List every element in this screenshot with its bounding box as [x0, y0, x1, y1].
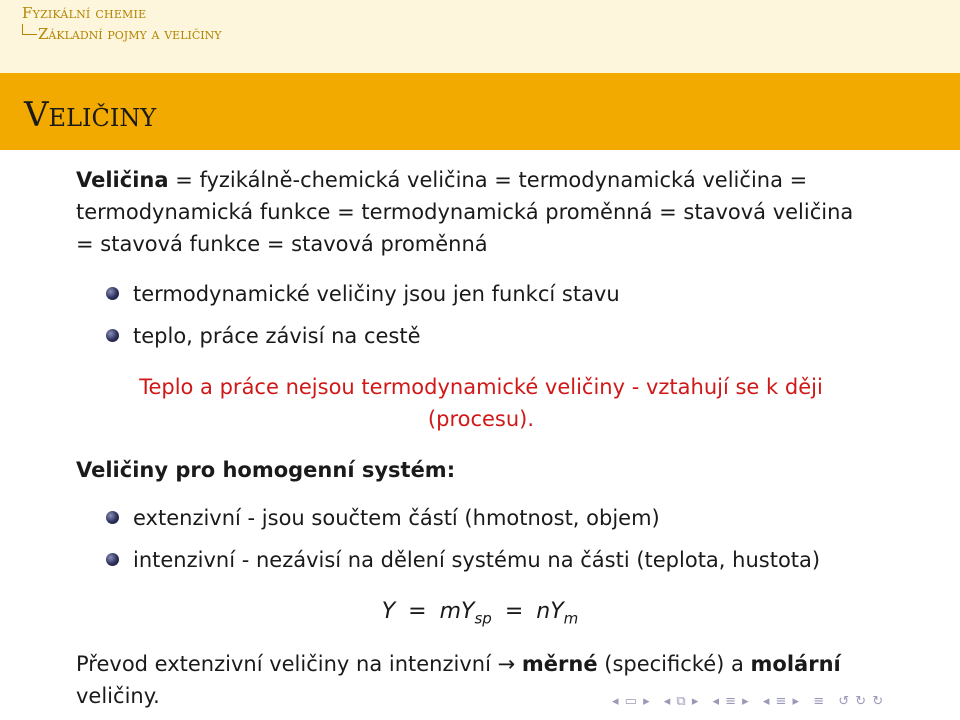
- list-item: [106, 279, 620, 309]
- frame-title-bar: [0, 73, 960, 150]
- list-item-label: extenzivní - jsou součtem částí (hmotnost, objem): [133, 506, 660, 530]
- headline-subsection[interactable]: Základní pojmy a veličiny: [38, 25, 222, 43]
- headline-bar: [0, 0, 960, 73]
- bullet-icon: [106, 287, 119, 300]
- bullet-icon: [106, 329, 119, 342]
- homogeneous-heading: [76, 454, 876, 486]
- formula-n-term: nY: [536, 599, 564, 624]
- conversion-part3: veličiny.: [76, 684, 160, 708]
- definition-line1: = fyzikálně-chemická veličina = termodynamická veličina =: [168, 168, 808, 192]
- definition-term: Veličina: [76, 168, 169, 192]
- conversion-bold2: molární: [750, 652, 841, 676]
- nav-frame-icon[interactable]: ◂ ▭ ▸: [612, 694, 651, 709]
- alert-note-line2: (procesu).: [427, 407, 535, 431]
- conversion-bold1: měrné: [521, 652, 598, 676]
- formula: [0, 597, 960, 633]
- formula-equals: =: [408, 599, 427, 624]
- nav-outline-icon[interactable]: ≡: [813, 694, 826, 709]
- formula-equals: =: [504, 599, 524, 624]
- homogeneous-heading-text: Veličiny pro homogenní systém:: [76, 458, 456, 482]
- bullet-icon: [106, 553, 119, 566]
- formula-n-sub: m: [563, 609, 579, 628]
- list-item-label: intenzivní - nezávisí na dělení systému na části (teplota, hustota): [133, 548, 821, 572]
- list-item-label: teplo, práce závisí na cestě: [133, 324, 421, 348]
- conversion-part1: Převod extenzivní veličiny na intenzivní: [76, 652, 498, 676]
- beamer-navigation: [612, 694, 892, 709]
- headline-section[interactable]: Fyzikální chemie: [22, 4, 147, 22]
- nav-subsection-icon[interactable]: ◂ ⧉ ▸: [663, 694, 700, 709]
- definition-line3: = stavová funkce = stavová proměnná: [76, 232, 488, 256]
- nav-section-icon[interactable]: ◂ ≡ ▸: [712, 694, 750, 709]
- definition-paragraph: [76, 164, 876, 260]
- nav-part-icon[interactable]: ◂ ≡ ▸: [762, 694, 801, 709]
- list-item: [106, 545, 820, 575]
- formula-m-term: mY: [439, 599, 475, 624]
- alert-note-line1: Teplo a práce nejsou termodynamické veličiny - vztahují se k ději: [139, 375, 823, 399]
- arrow-icon: →: [497, 652, 516, 676]
- bullet-icon: [106, 511, 119, 524]
- formula-m-sub: sp: [474, 609, 492, 628]
- alert-note: [76, 371, 886, 435]
- list-item: [106, 503, 660, 533]
- list-item-label: termodynamické veličiny jsou jen funkcí stavu: [133, 282, 620, 306]
- formula-lhs: Y: [381, 599, 396, 624]
- conversion-part2: (specifické) a: [597, 652, 751, 676]
- frame-title: Veličiny: [24, 95, 157, 135]
- definition-line2: termodynamická funkce = termodynamická proměnná = stavová veličina: [76, 200, 854, 224]
- list-item: [106, 321, 421, 351]
- subsection-connector-icon: [22, 24, 37, 35]
- nav-search-icon[interactable]: ↺ ↻ ↻: [838, 694, 885, 709]
